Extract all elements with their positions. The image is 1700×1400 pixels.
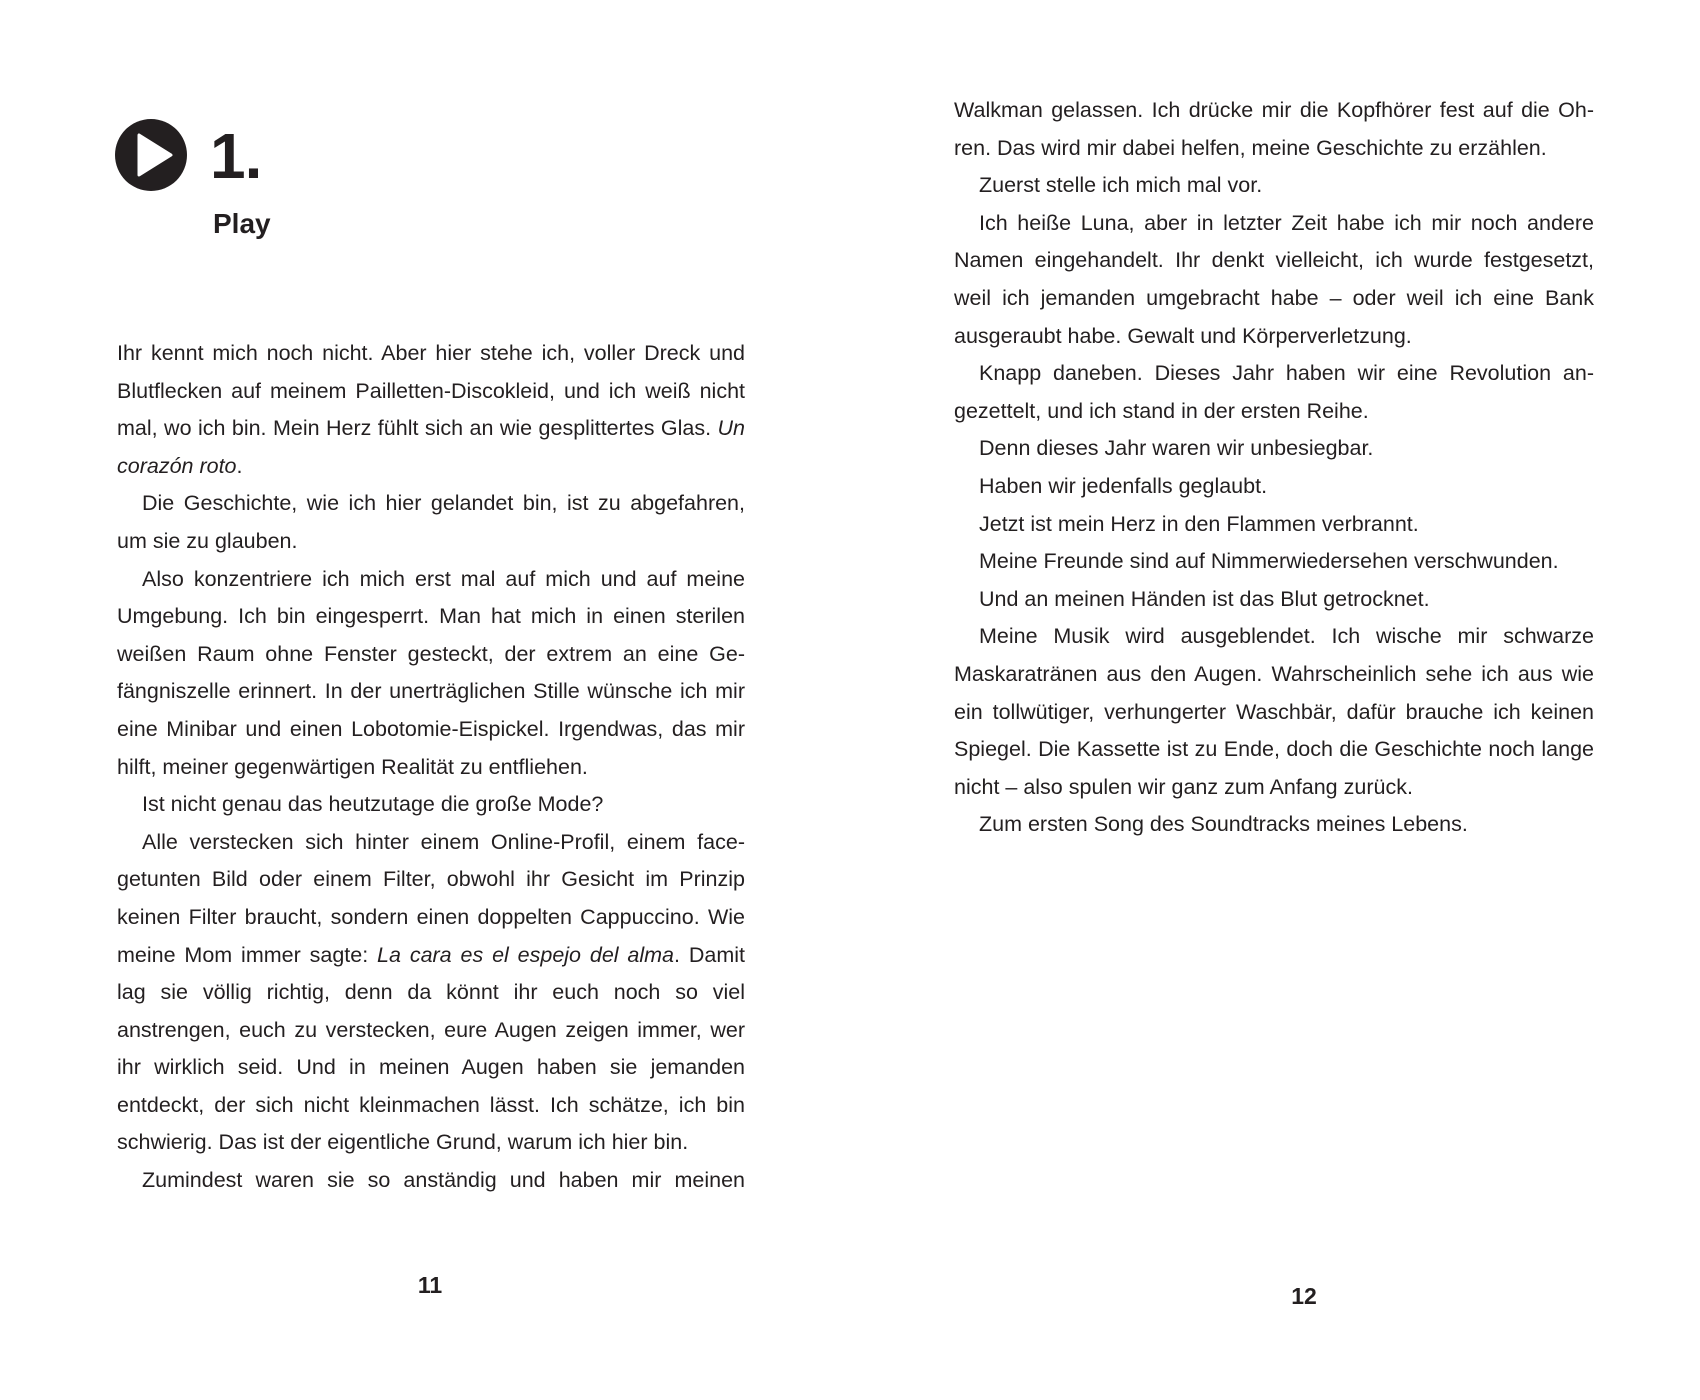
paragraph: Knapp daneben. Dieses Jahr haben wir eine Revolution angezettelt, und ich stand in der ersten Reihe.	[954, 361, 1594, 423]
body-text	[117, 335, 745, 1200]
paragraph: Meine Freunde sind auf Nimmerwiedersehen verschwunden.	[979, 549, 1559, 574]
paragraph: Denn dieses Jahr waren wir unbesiegbar.	[979, 436, 1374, 461]
paragraph: Ich heiße Luna, aber in letzter Zeit habe ich mir noch andere Namen eingehandelt. Ihr denkt vielleicht, ich wurde festgesetzt, weil ich jemanden umgebracht habe – oder weil ich eine Bank ausgeraubt habe. Gewalt und Körperverletzung.	[954, 210, 1594, 348]
paragraph: Ist nicht genau das heutzutage die große Mode?	[142, 792, 604, 817]
paragraph: Ihr kennt mich noch nicht. Aber hier stehe ich, voller Dreck und Blutflecken auf meinem Pailletten-Discokleid, und ich weiß nicht mal, wo ich bin. Mein Herz fühlt sich an wie gesplittertes Glas. Un corazón roto.	[117, 341, 745, 478]
paragraph: Die Geschichte, wie ich hier gelandet bin, ist zu abgefahren, um sie zu glauben.	[117, 491, 745, 553]
paragraph: Jetzt ist mein Herz in den Flammen verbrannt.	[979, 511, 1419, 536]
paragraph: Zum ersten Song des Soundtracks meines Lebens.	[979, 812, 1468, 837]
body-text	[954, 92, 1594, 844]
paragraph: Haben wir jedenfalls geglaubt.	[979, 473, 1268, 498]
paragraph: Zumindest waren sie so anständig und haben mir meinen	[142, 1168, 745, 1193]
paragraph: Also konzentriere ich mich erst mal auf mich und auf meine Umgebung. Ich bin eingesperrt. Man hat mich in einen sterilen weißen Raum ohne Fenster gesteckt, der extrem an eine Gefängniszelle erinnert. In der unerträglichen Stille wünsche ich mir eine Minibar und einen Lobotomie-Eispickel. Irgendwas, das mir hilft, meiner gegenwärtigen Realität zu entfliehen.	[117, 566, 745, 779]
chapter-title: Play	[213, 208, 271, 239]
paragraph: Meine Musik wird ausgeblendet. Ich wische mir schwarze Maskaratränen aus den Augen. Wahrscheinlich sehe ich aus wie ein tollwütiger, verhungerter Waschbär, dafür brauche ich keinen Spiegel. Die Kassette ist zu Ende, doch die Geschichte noch lange nicht – also spulen wir ganz zum Anfang zurück.	[954, 624, 1594, 799]
paragraph: Und an meinen Händen ist das Blut getrocknet.	[979, 586, 1430, 611]
page-number: 11	[417, 1272, 443, 1298]
paragraph: Walkman gelassen. Ich drücke mir die Kopfhörer fest auf die Ohren. Das wird mir dabei helfen, meine Geschichte zu erzählen.	[954, 98, 1594, 160]
play-icon	[115, 119, 187, 191]
right-page	[850, 0, 1700, 1400]
chapter-number: 1.	[210, 120, 262, 192]
paragraph: Alle verstecken sich hinter einem Online-Profil, einem facegetunten Bild oder einem Filter, obwohl ihr Gesicht im Prinzip keinen Filter braucht, sondern einen doppelten Cappuccino. Wie meine Mom immer sagte: La cara es el espejo del alma. Damit lag sie völlig richtig, denn da könnt ihr euch noch so viel anstrengen, euch zu verstecken, eure Augen zeigen immer, wer ihr wirklich seid. Und in meinen Augen haben sie jemanden entdeckt, der sich nicht kleinmachen lässt. Ich schätze, ich bin schwierig. Das ist der eigentliche Grund, warum ich hier bin.	[117, 829, 746, 1155]
paragraph: Zuerst stelle ich mich mal vor.	[979, 173, 1263, 198]
page-number: 12	[1291, 1283, 1317, 1309]
